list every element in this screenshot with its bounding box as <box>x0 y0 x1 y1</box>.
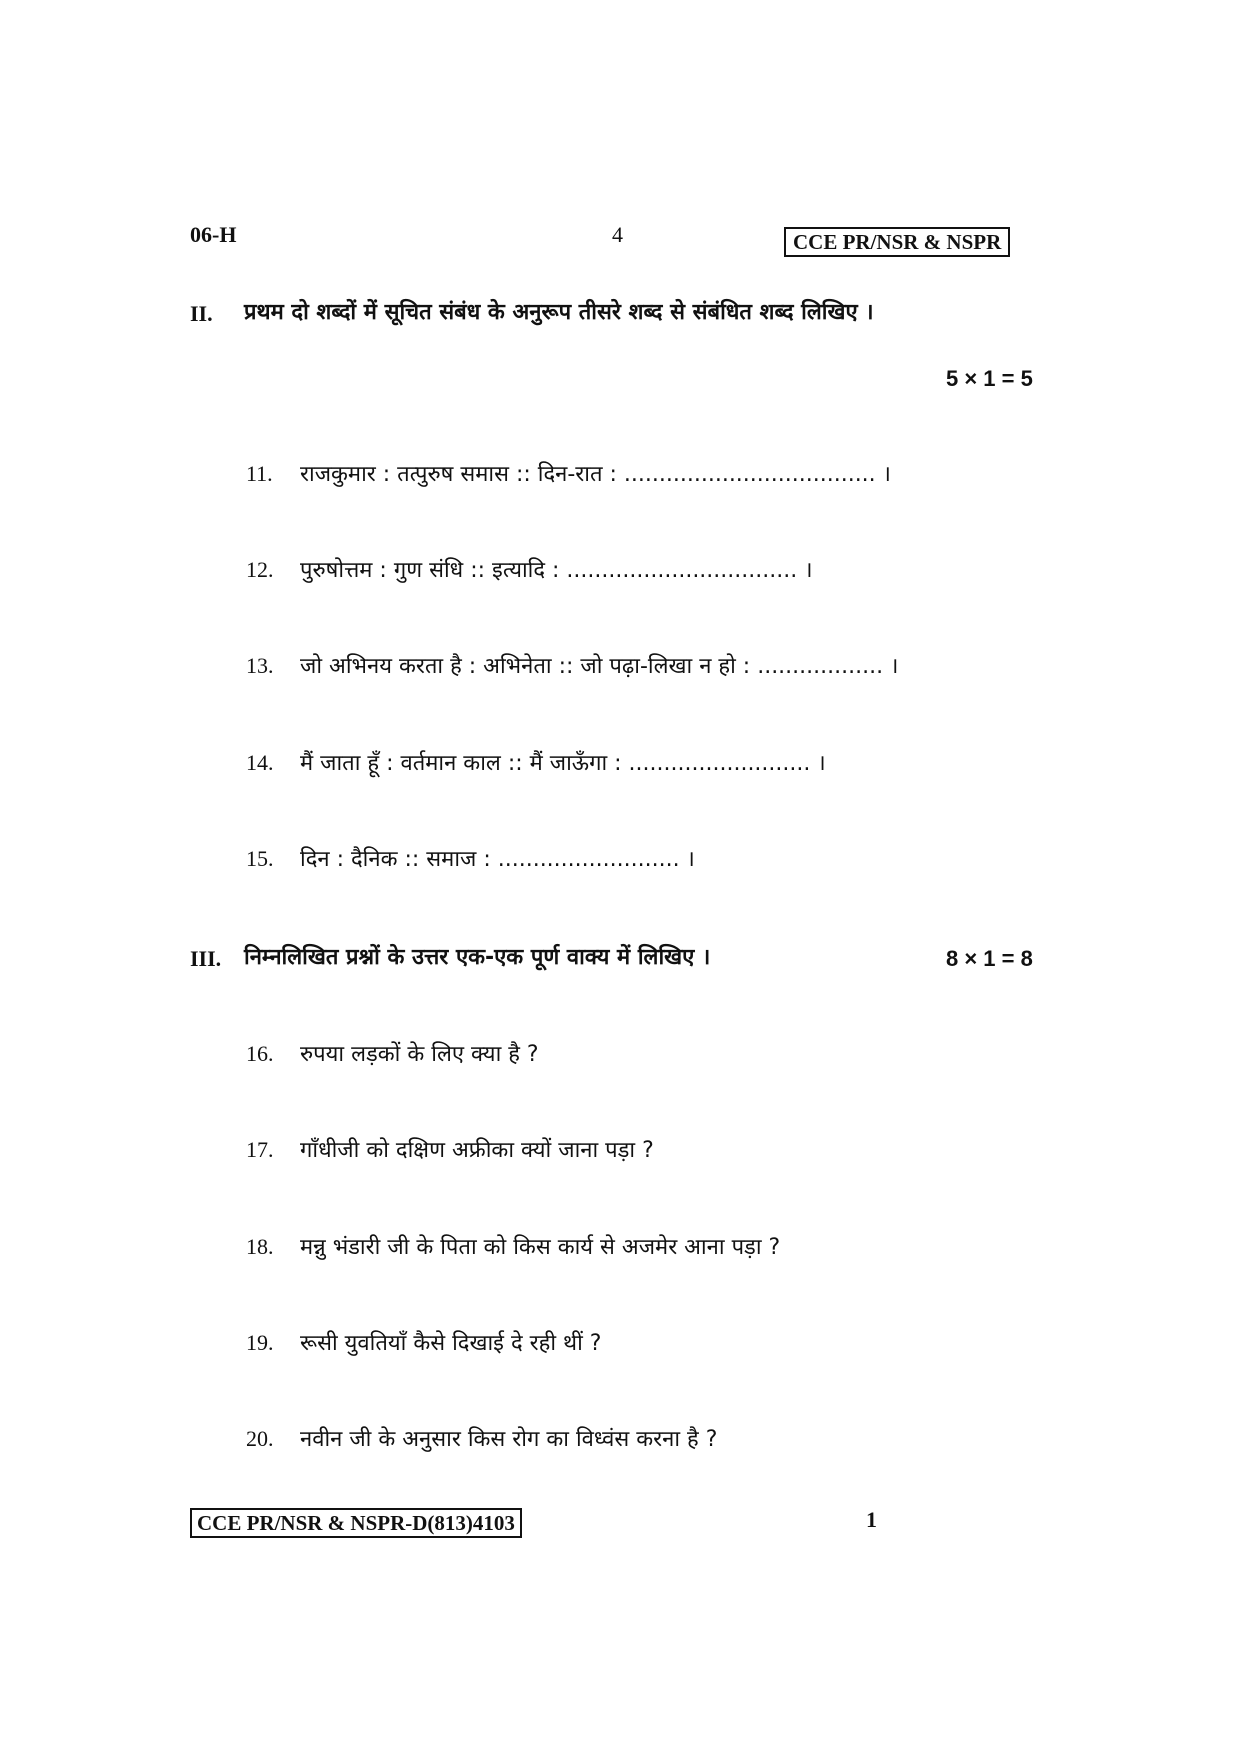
question-13-number: 13. <box>246 653 274 678</box>
section-2-instruction: प्रथम दो शब्दों में सूचित संबंध के अनुरूप तीसरे शब्द से संबंधित शब्द लिखिए । <box>244 300 874 325</box>
question-19-text: रूसी युवतियाँ कैसे दिखाई दे रही थीं ? <box>300 1331 602 1356</box>
question-18-number: 18. <box>246 1234 274 1259</box>
question-12-number: 12. <box>246 557 274 582</box>
question-17-number: 17. <box>246 1137 274 1162</box>
question-14-number: 14. <box>246 750 274 775</box>
page-number: 4 <box>612 222 623 247</box>
question-18-text: मन्नु भंडारी जी के पिता को किस कार्य से अजमेर आना पड़ा ? <box>300 1235 781 1260</box>
section-3-instruction: निम्नलिखित प्रश्नों के उत्तर एक-एक पूर्ण वाक्य में लिखिए । <box>244 945 711 970</box>
question-19-number: 19. <box>246 1330 274 1355</box>
series-box: CCE PR/NSR & NSPR <box>784 227 1010 257</box>
question-20-number: 20. <box>246 1426 274 1451</box>
question-17-text: गाँधीजी को दक्षिण अफ्रीका क्यों जाना पड़ा ? <box>300 1138 654 1163</box>
question-11-number: 11. <box>246 461 273 486</box>
question-13-text: जो अभिनय करता है : अभिनेता :: जो पढ़ा-लिखा न हो : .................. । <box>300 654 899 679</box>
footer-sheet-number: 1 <box>866 1507 877 1532</box>
section-3-marks: 8 × 1 = 8 <box>946 946 1033 971</box>
paper-code: 06-H <box>190 222 237 247</box>
section-2-marks: 5 × 1 = 5 <box>946 366 1033 391</box>
footer-code-box: CCE PR/NSR & NSPR-D(813)4103 <box>190 1508 522 1538</box>
question-20-text: नवीन जी के अनुसार किस रोग का विध्वंस करना है ? <box>300 1427 718 1452</box>
question-16-number: 16. <box>246 1041 274 1066</box>
question-12-text: पुरुषोत्तम : गुण संधि :: इत्यादि : ................................. । <box>300 558 813 583</box>
question-15-text: दिन : दैनिक :: समाज : .......................... । <box>300 847 695 872</box>
question-11-text: राजकुमार : तत्पुरुष समास :: दिन-रात : .................................... । <box>300 462 892 487</box>
question-15-number: 15. <box>246 846 274 871</box>
section-3-number: III. <box>190 946 222 971</box>
question-16-text: रुपया लड़कों के लिए क्या है ? <box>300 1042 539 1067</box>
question-14-text: मैं जाता हूँ : वर्तमान काल :: मैं जाऊँगा : .......................... । <box>300 751 826 776</box>
section-2-number: II. <box>190 301 213 326</box>
